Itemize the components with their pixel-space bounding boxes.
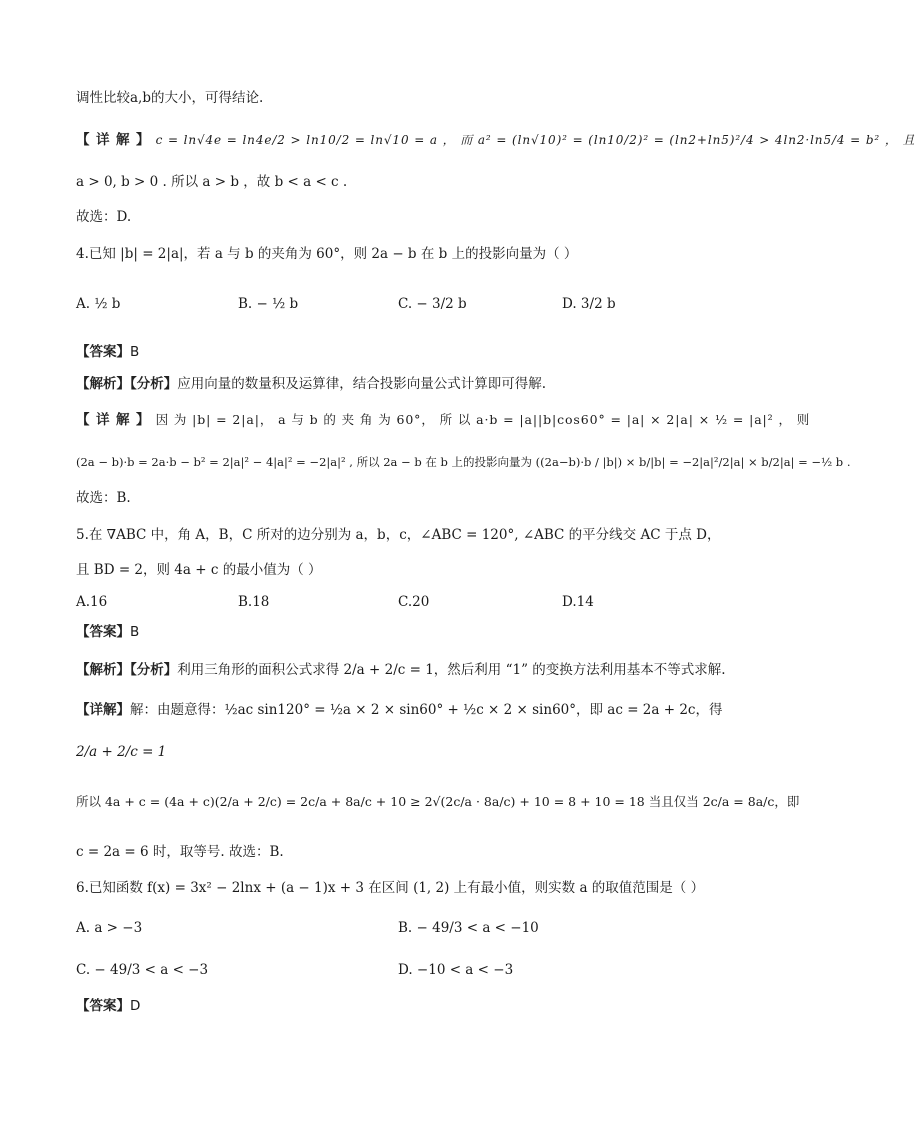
answer-line bbox=[76, 622, 722, 642]
q4-option-c: C. − 3/2 b bbox=[398, 296, 467, 312]
question-4: 4.已知 |b| = 2|a|，若 a 与 b 的夹角为 60°，则 2a − b 在 b 上的投影向量为（ ） bbox=[76, 246, 578, 262]
q4-option-d: D. 3/2 b bbox=[562, 296, 616, 312]
analysis-tag: 【解析】【分析】 bbox=[76, 662, 178, 678]
question-5: 5.在 ∇ABC 中，角 A，B，C 所对的边分别为 a，b，c，∠ABC = 120°, ∠ABC 的平分线交 AC 于点 D， bbox=[76, 527, 721, 543]
detail-tag: 【详解】 bbox=[76, 702, 130, 718]
q6-option-c: C. − 49/3 < a < −3 bbox=[76, 962, 209, 978]
text-line: 调性比较a,b的大小，可得结论. bbox=[76, 90, 264, 106]
answer-value: B bbox=[130, 344, 140, 360]
analysis-tag: 【解析】【分析】 bbox=[76, 376, 178, 392]
formula-line: 所以 4a + c = (4a + c)(2/a + 2/c) = 2c/a + 8a/c + 10 ≥ 2√(2c/a · 8a/c) + 10 = 8 + 10 = 18 当且仅当 2c/a = 8a/c，即 bbox=[76, 794, 800, 809]
text-line: a > 0, b > 0 . 所以 a > b ，故 b < a < c . bbox=[76, 174, 348, 190]
question-6: 6.已知函数 f(x) = 3x² − 2lnx + (a − 1)x + 3 在区间 (1, 2) 上有最小值，则实数 a 的取值范围是（ ） bbox=[76, 880, 705, 896]
detail-tag: 【 详 解 】 bbox=[76, 132, 151, 148]
analysis-line: 【解析】【分析】利用三角形的面积公式求得 2/a + 2/c = 1，然后利用 “1” 的变换方法利用基本不等式求解. bbox=[76, 662, 726, 678]
question-5-continued: 且 BD = 2，则 4a + c 的最小值为（ ） bbox=[76, 562, 322, 578]
answer-tag: 【答案】 bbox=[76, 344, 130, 360]
math-expression: c = ln√4e = ln4e/2 > ln10/2 = ln√10 = a ， 而 a² = (ln√10)² = (ln10/2)² = (ln2+ln5)²/4 > 4ln2·ln5/4 = b² ， 且 bbox=[155, 133, 915, 147]
q6-option-a: A. a > −3 bbox=[76, 920, 143, 936]
text-line: c = 2a = 6 时，取等号. 故选：B. bbox=[76, 844, 284, 860]
detail-line-continued: (2a − b)·b = 2a·b − b² = 2|a|² − 4|a|² = −2|a|² , 所以 2a − b 在 b 上的投影向量为 ((2a−b)·b / |b|) × b/|b| = −2|a|²/2|a| × b/2|a| = −½ b . bbox=[76, 455, 851, 469]
answer-line bbox=[76, 996, 722, 1016]
q6-option-b: B. − 49/3 < a < −10 bbox=[398, 920, 539, 936]
answer-value: D bbox=[130, 998, 141, 1014]
q5-option-b: B.18 bbox=[238, 594, 270, 610]
q6-option-d: D. −10 < a < −3 bbox=[398, 962, 514, 978]
text-line: 故选：D. bbox=[76, 209, 132, 225]
text-line: 故选：B. bbox=[76, 490, 131, 506]
q5-option-a: A.16 bbox=[76, 594, 108, 610]
q5-option-d: D.14 bbox=[562, 594, 594, 610]
answer-tag: 【答案】 bbox=[76, 624, 130, 640]
answer-line bbox=[76, 342, 722, 362]
answer-tag: 【答案】 bbox=[76, 998, 130, 1014]
detail-line bbox=[76, 130, 915, 150]
detail-line: 【 详 解 】 因 为 |b| = 2|a|， a 与 b 的 夹 角 为 60°， 所 以 a·b = |a||b|cos60° = |a| × 2|a| × ½ = |a|² ， 则 bbox=[76, 412, 811, 428]
answer-value: B bbox=[130, 624, 140, 640]
formula-line: 2/a + 2/c = 1 bbox=[76, 744, 167, 760]
q5-option-c: C.20 bbox=[398, 594, 430, 610]
q4-option-b: B. − ½ b bbox=[238, 296, 299, 312]
analysis-line: 【解析】【分析】应用向量的数量积及运算律，结合投影向量公式计算即可得解. bbox=[76, 376, 547, 392]
q4-option-a: A. ½ b bbox=[76, 296, 121, 312]
detail-tag: 【 详 解 】 bbox=[76, 412, 151, 428]
detail-line: 【详解】解：由题意得：½ac sin120° = ½a × 2 × sin60° + ½c × 2 × sin60°，即 ac = 2a + 2c，得 bbox=[76, 702, 723, 718]
